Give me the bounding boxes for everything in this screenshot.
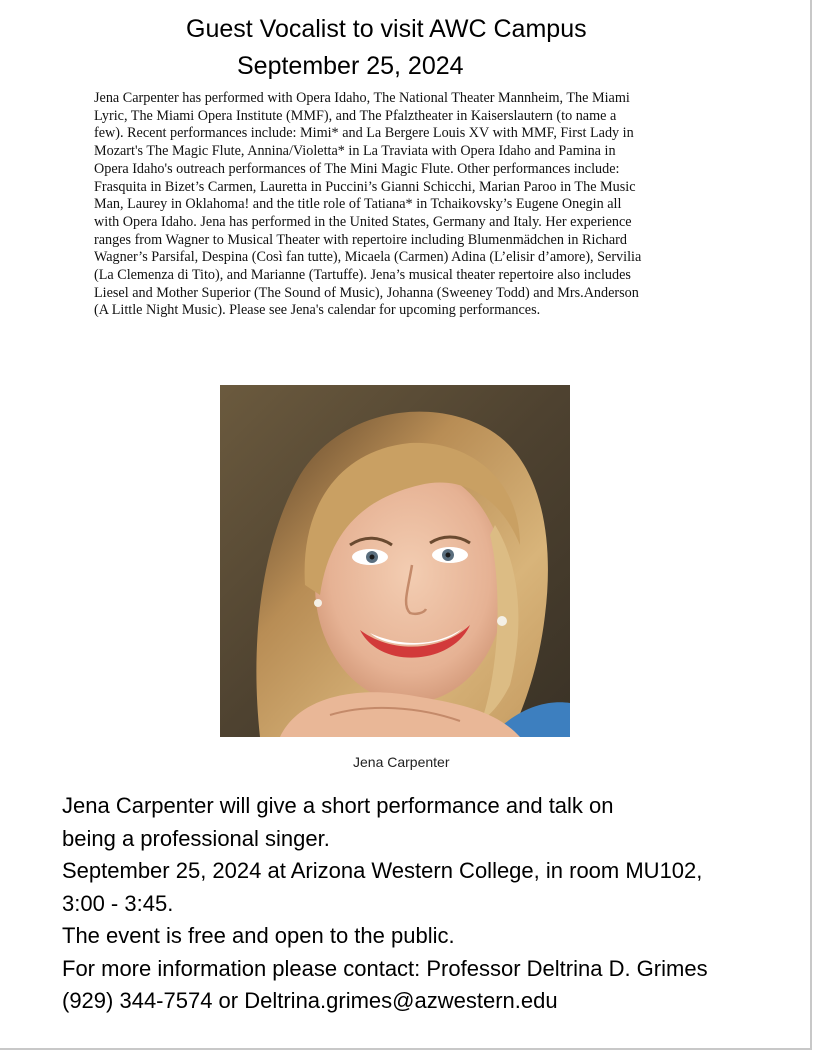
bio-line: Opera Idaho's outreach performances of The Mini Magic Flute. Other performances include: xyxy=(94,160,620,177)
event-line: (929) 344-7574 or Deltrina.grimes@azwestern.edu xyxy=(62,988,558,1013)
portrait-photo xyxy=(220,385,570,737)
event-line: 3:00 - 3:45. xyxy=(62,890,174,916)
event-line: September 25, 2024 at Arizona Western College, in room MU102, xyxy=(62,858,703,883)
bio-line: Wagner’s Parsifal, Despina (Così fan tutte), Micaela (Carmen) Adina (L’elisir d’amore), Servilia xyxy=(94,249,642,266)
bio-line: ranges from Wagner to Musical Theater with repertoire including Blumenmädchen in Richard xyxy=(94,231,627,248)
bio-line: Man, Laurey in Oklahoma! and the title role of Tatiana* in Tchaikovsky’s Eugene Onegin all xyxy=(94,196,622,213)
event-line: The event is free and open to the public. xyxy=(62,923,455,948)
bio-line: Liesel and Mother Superior (The Sound of Music), Johanna (Sweeney Todd) and Mrs.Anderson xyxy=(94,284,639,301)
flyer-date: September 25, 2024 xyxy=(237,52,464,80)
photo-caption: Jena Carpenter xyxy=(353,754,450,770)
bio-line: (A Little Night Music). Please see Jena's calendar for upcoming performances. xyxy=(94,302,541,319)
bio-line: with Opera Idaho. Jena has performed in the United States, Germany and Italy. Her experience xyxy=(94,213,632,230)
bio-line: Jena Carpenter has performed with Opera Idaho, The National Theater Mannheim, The Miami xyxy=(94,90,630,106)
event-line: being a professional singer. xyxy=(62,825,330,851)
event-details xyxy=(62,790,708,1018)
bio-line: few). Recent performances include: Mimi* and La Bergere Louis XV with MMF, First Lady in xyxy=(94,125,634,142)
bio-line: Lyric, The Miami Opera Institute (MMF), and The Pfalztheater in Kaiserslautern (to name a xyxy=(94,107,617,124)
event-line: For more information please contact: Professor Deltrina D. Grimes xyxy=(62,955,708,981)
bio-line: Frasquita in Bizet’s Carmen, Lauretta in Puccini’s Gianni Schicchi, Marian Paroo in The Music xyxy=(94,178,636,195)
bio-line: (La Clemenza di Tito), and Marianne (Tartuffe). Jena’s musical theater repertoire also includes xyxy=(94,267,631,284)
bio-line: Mozart's The Magic Flute, Annina/Violetta* in La Traviata with Opera Idaho and Pamina in xyxy=(94,143,616,160)
bio-paragraph xyxy=(94,90,714,320)
event-line: Jena Carpenter will give a short performance and talk on xyxy=(62,793,614,818)
portrait-illustration xyxy=(220,385,570,737)
flyer-title: Guest Vocalist to visit AWC Campus xyxy=(186,15,587,43)
